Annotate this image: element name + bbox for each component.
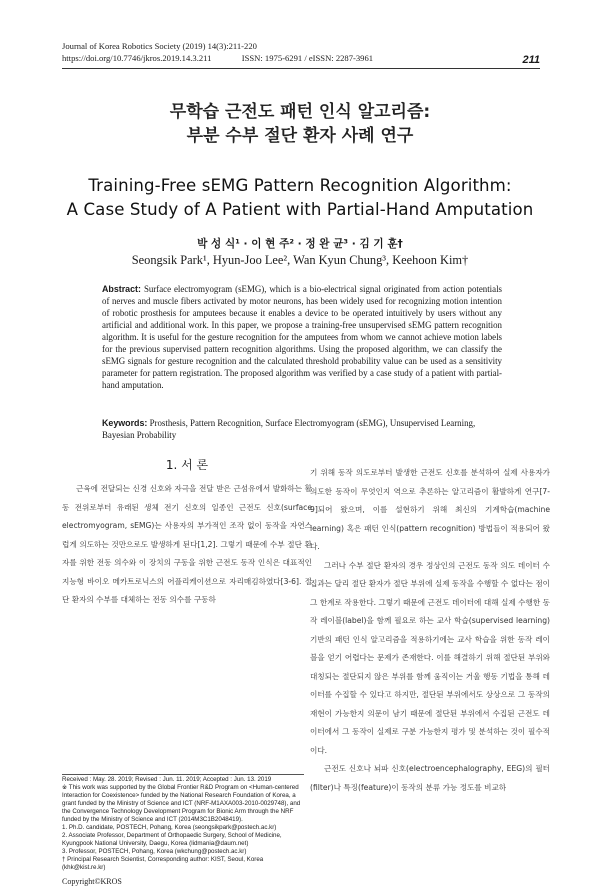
abstract xyxy=(102,283,502,391)
keywords xyxy=(102,417,502,441)
body-paragraph: 기 위해 동작 의도로부터 발생한 근전도 신호를 분석하여 실제 사용자가 의도한 동작이 무엇인지 역으로 추론하는 알고리즘이 활발하게 연구[7-9]되어 왔으며, 이를 설현하기 위해 최신의 기계학습(machine learning) 혹은 패턴 인식(pattern recognition) 방법들이 적용되어 왔다. xyxy=(310,468,550,551)
footnotes xyxy=(62,776,304,886)
funding-note: ※ This work was supported by the Global Frontier R&D Program on <Human-centered Interaction for Coexistence> funded by the National Research Foundation of Korea, a grant funded by the Ministry of Science and ICT (NRF-M1AXA003-2010-0029748), and the Convergence Technology Development Program for Bionic Arm through the NRF funded by the Ministry of Science and ICT (2014M3C1B2048419). xyxy=(62,784,301,823)
journal-header xyxy=(62,40,373,64)
keywords-label: Keywords: xyxy=(102,418,148,428)
body-column-left xyxy=(62,480,312,610)
journal-citation: Journal of Korea Robotics Society (2019) 14(3):211-220 xyxy=(62,41,257,51)
korean-title-line1: 무학습 근전도 패턴 인식 알고리즘: xyxy=(169,102,431,122)
korean-title xyxy=(0,100,600,148)
affiliation-1: 1. Ph.D. candidate, POSTECH, Pohang, Korea (seongsikpark@postech.ac.kr) xyxy=(62,824,277,831)
abstract-text: Surface electromyogram (sEMG), which is a bio-electrical signal originated from action potentials of nerves and muscle fibers activated by motor neurons, has been widely used for recognizing motion intention of robotic prosthesis for amputees because it enables a device to be operated intuitively by users without any artificial and additional work. In this paper, we propose a training-free unsupervised sEMG pattern recognition algorithm. It is useful for the gesture recognition for the amputees from whom we cannot achieve motion labels for the previous supervised pattern recognition algorithms. Using the proposed algorithm, we can classify the sEMG signals for gesture recognition and the calculated threshold probability value can be used as a sensitivity parameter for pattern registration. The proposed algorithm was verified by a case study of a patient with partial-hand amputation. xyxy=(102,284,503,390)
body-paragraph: 그러나 수부 절단 환자의 경우 정상인의 근전도 동작 의도 데이터 수집과는 달리 절단 환자가 절단 부위에 실제 동작을 수행할 수 없다는 점이 그 한계로 작용한다. 그렇기 때문에 근전도 데이터에 대해 실제 수행한 동작 레이블(label)을 함께 필요로 하는 교사 학습(supervised learning) 기반의 패턴 인식 알고리즘을 적용하기에는 교사 학습을 위한 동작 레이블을 얻기 어렵다는 문제가 존재한다. 이를 해결하기 위해 절단된 부위와 대칭되는 절단되지 않은 부위를 함께 움직이는 거울 행동 기법을 통해 데이터를 수집할 수 있다고 하지만, 절단된 부위에서도 상상으로 그 동작의 재현이 가능한지 의문이 남기 때문에 절단된 부위에서 수집된 근전도 데이터에서 그 동작이 실제로 구분 가능한지 평가 및 분석하는 것이 필수적이다. xyxy=(310,560,550,755)
english-title-line2: A Case Study of A Patient with Partial-Hand Amputation xyxy=(66,200,534,219)
corresponding-author: † Principal Research Scientist, Corresponding author: KIST, Seoul, Korea (khk@kist.re.kr) xyxy=(62,856,264,871)
affiliation-3: 3. Professor, POSTECH, Pohang, Korea (wkchung@postech.ac.kr) xyxy=(62,848,247,855)
korean-title-line2: 부분 수부 절단 환자 사례 연구 xyxy=(186,126,414,146)
doi-link[interactable]: https://doi.org/10.7746/jkros.2019.14.3.211 xyxy=(62,53,212,63)
issn: ISSN: 1975-6291 / eISSN: 2287-3961 xyxy=(241,53,374,63)
authors-korean: 박 성 식¹ · 이 현 주² · 정 완 균³ · 김 기 훈† xyxy=(197,238,403,250)
affiliation-2: 2. Associate Professor, Department of Orthopaedic Surgery, School of Medicine, Kyungpook National University, Daegu, Korea (lidmania@daum.net) xyxy=(62,832,282,847)
copyright: Copyright©KROS xyxy=(62,877,122,886)
doi-issn-line xyxy=(62,52,373,64)
footnote-rule xyxy=(62,774,304,775)
received-dates: Received : May. 28. 2019; Revised : Jun. 11. 2019; Accepted : Jun. 13. 2019 xyxy=(62,776,272,783)
header-rule xyxy=(62,68,540,69)
section-heading: 1. 서 론 xyxy=(165,458,209,472)
body-column-right xyxy=(310,464,550,797)
english-title xyxy=(0,174,600,222)
page-number: 211 xyxy=(522,54,540,66)
authors-english: Seongsik Park¹, Hyun-Joo Lee², Wan Kyun Chung³, Keehoon Kim† xyxy=(131,253,469,267)
body-paragraph: 근육에 전달되는 신경 신호와 자극을 전달 받은 근섬유에서 발화하는 활동 전위로부터 유래된 생체 전기 신호의 일종인 근전도 신호(surface electromyogram, sEMG)는 사용자의 부가적인 조작 없이 동작을 자연스럽게 의도하는 것만으로도 발생하게 된다[1,2]. 그렇기 때문에 수부 절단 환자를 위한 전동 의수와 이 장치의 구동을 위한 근전도 동작 인식은 대표적인 지능형 바이오 메카트로닉스의 어플리케이션으로 자리매김하였다[3-6]. 절단 환자의 수부를 대체하는 전동 의수를 구동하 xyxy=(62,484,312,604)
keywords-text: Prosthesis, Pattern Recognition, Surface Electromyogram (sEMG), Unsupervised Learning, Bayesian Probability xyxy=(102,418,476,440)
english-title-line1: Training-Free sEMG Pattern Recognition Algorithm: xyxy=(88,176,512,195)
body-paragraph: 근전도 신호나 뇌파 신호(electroencephalography, EEG)의 필터(filter)나 특징(feature)이 동작의 분류 가능 정도를 비교하 xyxy=(310,764,550,792)
abstract-label: Abstract: xyxy=(102,284,141,294)
